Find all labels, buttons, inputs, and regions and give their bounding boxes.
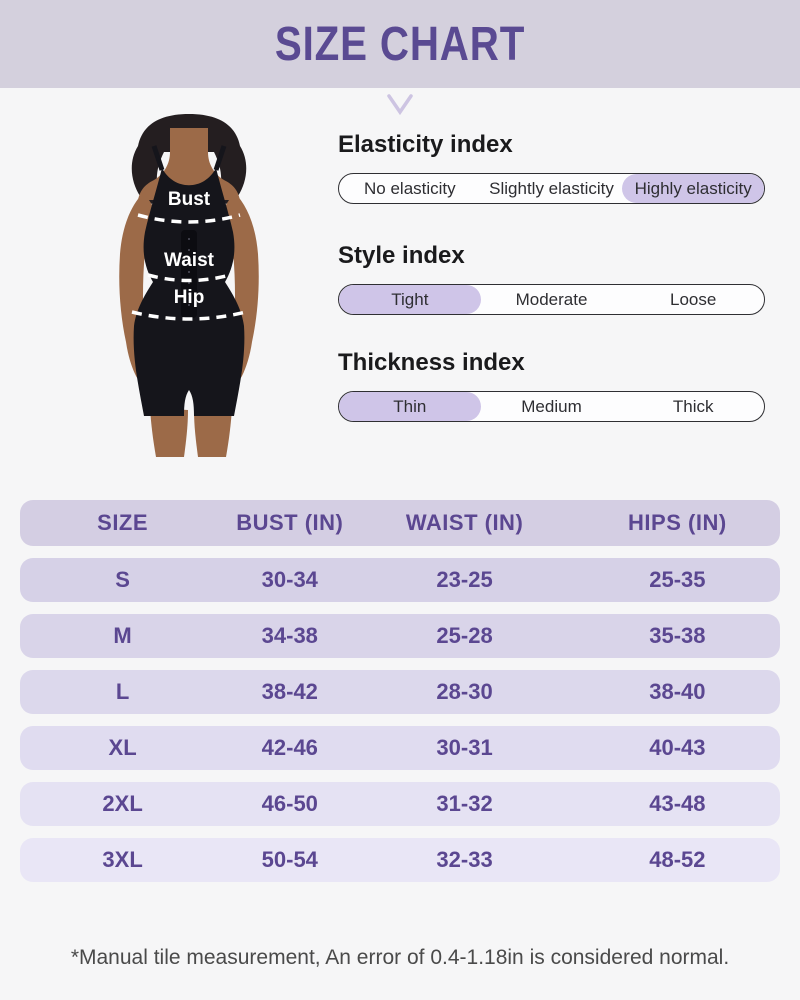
option-loose: Loose	[670, 289, 717, 309]
option-highly-elasticity-selected: Highly elasticity	[622, 174, 764, 203]
elasticity-index-title: Elasticity index	[338, 131, 513, 158]
cell-hips: 43-48	[649, 791, 706, 816]
option-no-elasticity: No elasticity	[364, 178, 456, 198]
cell-hips: 35-38	[649, 623, 706, 648]
hip-label: Hip	[173, 287, 205, 308]
model-figure	[58, 112, 320, 457]
elasticity-index-bar	[338, 173, 765, 204]
table-row-s	[20, 558, 780, 602]
page-title: SIZE CHART	[274, 17, 526, 71]
cell-bust: 38-42	[261, 679, 318, 704]
option-medium: Medium	[521, 396, 582, 416]
option-slightly-elasticity: Slightly elasticity	[489, 178, 614, 198]
bust-label: Bust	[167, 189, 211, 210]
col-header-size: SIZE	[97, 510, 149, 535]
thickness-index-title: Thickness index	[338, 349, 525, 376]
cell-hips: 40-43	[649, 735, 706, 760]
table-row-2xl	[20, 782, 780, 826]
cell-waist: 32-33	[436, 847, 493, 872]
cell-hips: 38-40	[649, 679, 706, 704]
cell-hips: 48-52	[649, 847, 706, 872]
size-table	[20, 500, 780, 882]
cell-size: 2XL	[102, 791, 143, 816]
cell-waist: 23-25	[436, 567, 493, 592]
col-header-bust: BUST (IN)	[236, 510, 344, 535]
thickness-index-section	[338, 349, 765, 422]
cell-size: XL	[108, 735, 137, 760]
cell-size: 3XL	[102, 847, 143, 872]
cell-hips: 25-35	[649, 567, 706, 592]
cell-size: S	[115, 567, 130, 592]
table-row-l	[20, 670, 780, 714]
cell-bust: 50-54	[261, 847, 318, 872]
cell-bust: 34-38	[261, 623, 318, 648]
style-index-title: Style index	[338, 242, 465, 269]
style-index-bar	[338, 284, 765, 315]
thickness-index-bar	[338, 391, 765, 422]
option-tight-selected: Tight	[339, 285, 481, 314]
cell-waist: 30-31	[436, 735, 493, 760]
col-header-waist: WAIST (IN)	[405, 510, 524, 535]
cell-bust: 42-46	[261, 735, 318, 760]
cell-waist: 28-30	[436, 679, 493, 704]
model-illustration	[58, 112, 320, 457]
chevron-down-icon	[385, 92, 415, 118]
style-index-section	[338, 242, 765, 315]
option-thick: Thick	[672, 396, 714, 416]
option-moderate: Moderate	[515, 289, 588, 309]
elasticity-index-section	[338, 131, 765, 204]
header-banner	[0, 0, 800, 88]
size-table-header-row	[20, 500, 780, 546]
cell-waist: 31-32	[436, 791, 493, 816]
waist-label: Waist	[164, 250, 214, 271]
footnote: *Manual tile measurement, An error of 0.4-1.18in is considered normal.	[70, 946, 730, 969]
cell-bust: 30-34	[261, 567, 318, 592]
table-row-m	[20, 614, 780, 658]
cell-size: M	[113, 623, 132, 648]
col-header-hips: HIPS (IN)	[628, 510, 727, 535]
table-row-xl	[20, 726, 780, 770]
table-row-3xl	[20, 838, 780, 882]
cell-waist: 25-28	[436, 623, 493, 648]
option-thin-selected: Thin	[339, 392, 481, 421]
cell-bust: 46-50	[261, 791, 318, 816]
cell-size: L	[115, 679, 130, 704]
